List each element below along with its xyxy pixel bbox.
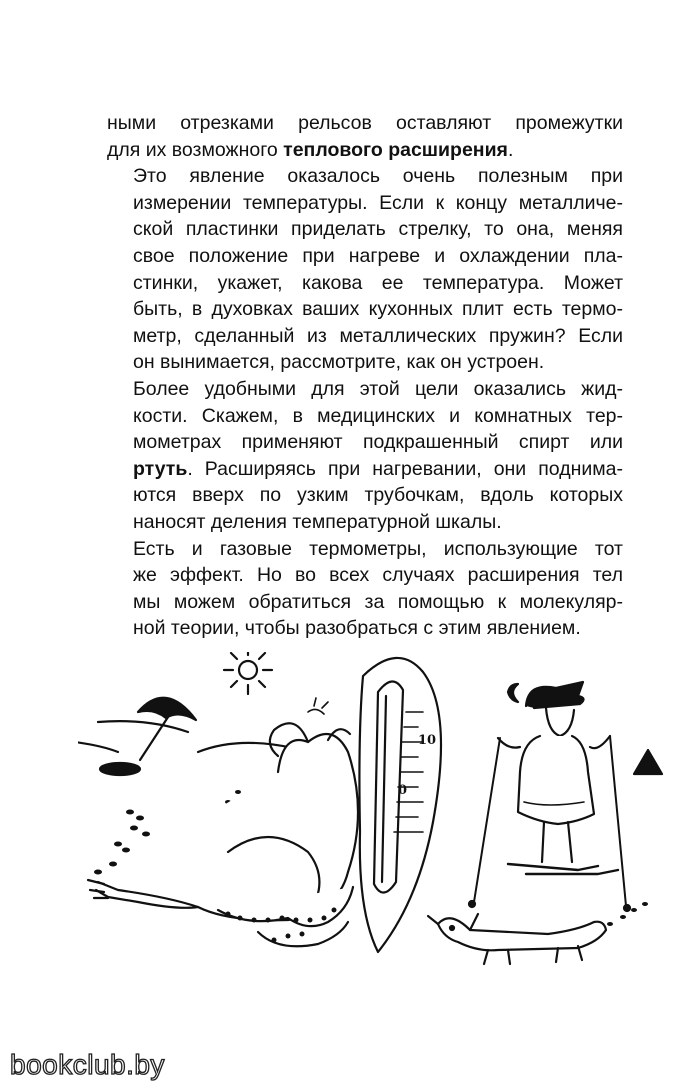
dachshund-figure	[428, 914, 606, 964]
text-line	[107, 403, 623, 430]
sun-icon	[224, 652, 272, 694]
text-line	[107, 536, 623, 563]
text-line	[107, 482, 623, 509]
paragraph	[107, 163, 623, 376]
thermometer	[359, 658, 441, 952]
moon-icon	[508, 684, 518, 702]
text-segment: измерении температуры. Если к концу металличе-	[133, 191, 623, 214]
text-line	[107, 270, 623, 297]
text-segment: мы можем обратиться за помощью к молекуляр-	[133, 590, 623, 613]
bold-term: ртуть	[133, 457, 188, 480]
text-line	[107, 562, 623, 589]
text-segment: . Расширяясь при нагревании, они поднима-	[187, 457, 623, 480]
paragraph	[107, 376, 623, 536]
bold-term: теплового расширения	[283, 138, 508, 161]
text-segment: стинки, укажет, какова ее температура. Может	[133, 271, 623, 294]
text-segment: Более удобными для этой цели оказались жид-	[133, 377, 623, 400]
text-line	[107, 349, 623, 376]
text-line	[107, 589, 623, 616]
text-line	[107, 509, 623, 536]
text-segment: Есть и газовые термометры, использующие тот	[133, 537, 623, 560]
text-line	[107, 243, 623, 270]
text-line	[107, 323, 623, 350]
text-line	[107, 110, 623, 137]
text-segment: ной теории, чтобы разобраться с этим явлением.	[133, 617, 581, 640]
text-segment: ются вверх по узким трубочкам, вдоль которых	[133, 484, 623, 507]
text-segment: .	[507, 138, 514, 161]
skier-figure	[469, 682, 630, 911]
paragraph	[107, 536, 623, 642]
text-segment: быть, в духовках ваших кухонных плит есть термо-	[133, 298, 623, 321]
paragraph	[107, 110, 623, 163]
watermark-logo: bookclub.by	[10, 1049, 165, 1080]
thermometer-top-label: 10	[418, 733, 437, 748]
text-segment: мометрах применяют подкрашенный спирт или	[133, 431, 623, 454]
text-line	[107, 429, 623, 456]
text-segment: кости. Скажем, в медицинских и комнатных тер-	[133, 404, 623, 427]
text-line	[107, 216, 623, 243]
text-segment: метр, сделанный из металлических пружин? Если	[133, 324, 623, 347]
text-line	[107, 615, 623, 642]
text-line	[107, 163, 623, 190]
text-line	[107, 296, 623, 323]
text-segment: он вынимается, рассмотрите, как он устроен.	[133, 351, 545, 374]
text-line	[107, 190, 623, 217]
footer	[0, 1027, 700, 1087]
text-line	[107, 456, 623, 483]
text-segment: же эффект. Но во всех случаях расширения тел	[133, 564, 623, 587]
text-segment: Это явление оказалось очень полезным при	[133, 165, 623, 188]
tent-icon	[634, 750, 662, 774]
body-text	[107, 110, 623, 642]
text-segment: ской пластинки приделать стрелку, то она, меняя	[133, 218, 623, 241]
text-line	[107, 376, 623, 403]
text-line	[107, 137, 623, 164]
text-segment: ными отрезками рельсов оставляют промежутки	[107, 112, 623, 134]
cartoon-illustration	[78, 652, 678, 982]
umbrella-icon	[100, 698, 196, 775]
text-segment: для их возможного	[107, 138, 284, 161]
text-segment: наносят деления температурной шкалы.	[133, 510, 502, 533]
text-segment: свое положение при нагреве и охлаждении пла-	[133, 244, 623, 267]
thermometer-zero-label: 0	[398, 783, 408, 798]
dune-lines	[78, 721, 293, 752]
sunbather-figure	[88, 698, 358, 946]
